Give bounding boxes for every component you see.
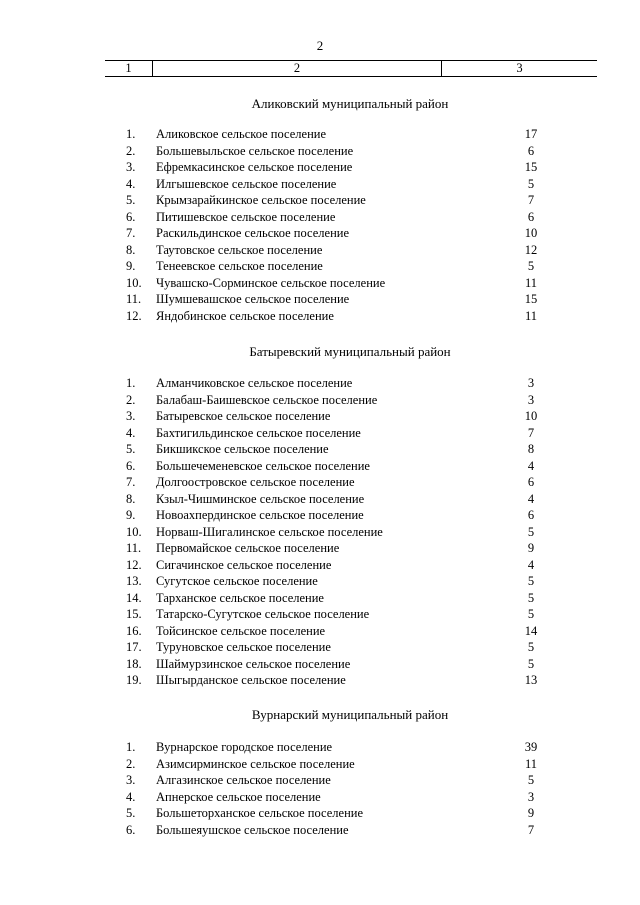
item-number: 4. xyxy=(126,789,136,804)
column-header-1: 1 xyxy=(105,61,153,77)
item-count: 5 xyxy=(527,773,535,787)
item-number: 9. xyxy=(126,259,136,273)
item-count: 17 xyxy=(524,127,538,141)
list-item xyxy=(126,672,546,689)
item-number: 2. xyxy=(126,143,136,158)
item-count: 11 xyxy=(524,308,538,323)
item-name: Батыревское сельское поселение xyxy=(156,409,331,423)
item-count: 4 xyxy=(527,491,535,506)
item-name: Тойсинское сельское поселение xyxy=(156,623,326,638)
list-item xyxy=(126,789,546,806)
item-number: 19. xyxy=(126,673,142,687)
item-name: Тарханское сельское поселение xyxy=(156,590,324,605)
item-name: Яндобинское сельское поселение xyxy=(156,308,334,323)
list-item xyxy=(126,308,546,325)
list-item xyxy=(126,491,546,508)
item-number: 2. xyxy=(126,756,136,771)
list-item xyxy=(126,291,546,308)
item-name: Питишевское сельское поселение xyxy=(156,209,336,224)
item-name: Апнерское сельское поселение xyxy=(156,789,321,804)
item-number: 11. xyxy=(126,541,142,555)
item-number: 13. xyxy=(126,574,142,588)
item-number: 8. xyxy=(126,491,136,506)
item-number: 7. xyxy=(126,475,136,489)
item-number: 15. xyxy=(126,607,142,621)
list-item xyxy=(126,225,546,242)
item-name: Чувашско-Сорминское сельское поселение xyxy=(156,275,386,290)
item-number: 5. xyxy=(126,806,136,820)
item-name: Вурнарское городское поселение xyxy=(156,740,333,754)
list-item xyxy=(126,540,546,557)
item-number: 16. xyxy=(126,623,142,638)
item-number: 1. xyxy=(126,740,136,754)
list-batyrevsky xyxy=(126,375,546,689)
list-vurnarsky xyxy=(126,739,546,838)
item-count: 11 xyxy=(524,756,538,771)
item-count: 4 xyxy=(527,458,535,473)
item-count: 5 xyxy=(527,607,535,621)
item-count: 13 xyxy=(524,673,538,687)
item-count: 15 xyxy=(524,160,538,174)
column-header-row xyxy=(105,61,597,77)
item-number: 8. xyxy=(126,242,136,257)
page-number: 2 xyxy=(316,38,324,53)
item-name: Норваш-Шигалинское сельское поселение xyxy=(156,524,383,539)
list-item xyxy=(126,408,546,425)
list-item xyxy=(126,524,546,541)
item-number: 17. xyxy=(126,640,142,654)
item-count: 14 xyxy=(524,623,538,638)
item-name: Большевыльское сельское поселение xyxy=(156,143,354,158)
list-item xyxy=(126,507,546,524)
item-name: Шыгырданское сельское поселение xyxy=(156,673,346,687)
item-count: 3 xyxy=(527,392,535,407)
item-count: 9 xyxy=(527,541,535,555)
item-count: 4 xyxy=(527,557,535,572)
item-name: Долгоостровское сельское поселение xyxy=(156,475,355,489)
list-item xyxy=(126,756,546,773)
column-header-3: 3 xyxy=(442,61,598,77)
item-number: 3. xyxy=(126,160,136,174)
section-title-batyrevsky: Батыревский муниципальный район xyxy=(249,344,451,359)
item-count: 7 xyxy=(527,193,535,207)
item-number: 6. xyxy=(126,209,136,224)
list-item xyxy=(126,822,546,839)
list-item xyxy=(126,606,546,623)
item-number: 2. xyxy=(126,392,136,407)
item-name: Шаймурзинское сельское поселение xyxy=(156,656,351,671)
item-count: 12 xyxy=(524,242,538,257)
item-name: Крымзарайкинское сельское поселение xyxy=(156,193,366,207)
list-item xyxy=(126,126,546,143)
list-item xyxy=(126,209,546,226)
item-count: 6 xyxy=(527,475,535,489)
list-item xyxy=(126,192,546,209)
item-count: 5 xyxy=(527,176,535,191)
item-name: Большеяушское сельское поселение xyxy=(156,822,349,837)
item-number: 14. xyxy=(126,590,142,605)
item-number: 18. xyxy=(126,656,142,671)
item-number: 6. xyxy=(126,822,136,837)
item-number: 1. xyxy=(126,127,136,141)
item-count: 39 xyxy=(524,740,538,754)
list-item xyxy=(126,623,546,640)
list-item xyxy=(126,159,546,176)
list-item xyxy=(126,458,546,475)
item-name: Сугутское сельское поселение xyxy=(156,574,318,588)
item-name: Балабаш-Баишевское сельское поселение xyxy=(156,392,378,407)
item-count: 6 xyxy=(527,209,535,224)
item-name: Илгышевское сельское поселение xyxy=(156,176,337,191)
item-number: 10. xyxy=(126,275,142,290)
item-name: Кзыл-Чишминское сельское поселение xyxy=(156,491,365,506)
list-item xyxy=(126,656,546,673)
section-title-vurnarsky: Вурнарский муниципальный район xyxy=(251,707,449,722)
item-number: 4. xyxy=(126,425,136,440)
item-count: 10 xyxy=(524,226,538,240)
item-count: 6 xyxy=(527,508,535,522)
item-number: 4. xyxy=(126,176,136,191)
list-item xyxy=(126,275,546,292)
item-count: 3 xyxy=(527,789,535,804)
item-name: Первомайское сельское поселение xyxy=(156,541,340,555)
item-count: 5 xyxy=(527,590,535,605)
item-number: 12. xyxy=(126,308,142,323)
list-item xyxy=(126,258,546,275)
list-item xyxy=(126,441,546,458)
item-name: Бахтигильдинское сельское поселение xyxy=(156,425,361,440)
item-number: 5. xyxy=(126,442,136,456)
item-count: 15 xyxy=(524,292,538,306)
list-item xyxy=(126,557,546,574)
item-count: 3 xyxy=(527,376,535,390)
item-count: 9 xyxy=(527,806,535,820)
item-number: 6. xyxy=(126,458,136,473)
item-name: Ефремкасинское сельское поселение xyxy=(156,160,353,174)
item-name: Туруновское сельское поселение xyxy=(156,640,331,654)
item-number: 5. xyxy=(126,193,136,207)
item-count: 5 xyxy=(527,259,535,273)
item-name: Татарско-Сугутское сельское поселение xyxy=(156,607,370,621)
item-count: 10 xyxy=(524,409,538,423)
item-number: 10. xyxy=(126,524,142,539)
list-item xyxy=(126,573,546,590)
item-name: Сигачинское сельское поселение xyxy=(156,557,332,572)
list-item xyxy=(126,242,546,259)
item-count: 6 xyxy=(527,143,535,158)
list-item xyxy=(126,425,546,442)
list-item xyxy=(126,772,546,789)
list-item xyxy=(126,143,546,160)
item-count: 5 xyxy=(527,574,535,588)
item-number: 9. xyxy=(126,508,136,522)
item-name: Аликовское сельское поселение xyxy=(156,127,326,141)
list-item xyxy=(126,392,546,409)
item-name: Бикшикское сельское поселение xyxy=(156,442,329,456)
item-count: 5 xyxy=(527,524,535,539)
item-name: Азимсирминское сельское поселение xyxy=(156,756,355,771)
item-number: 3. xyxy=(126,409,136,423)
column-header-2: 2 xyxy=(153,61,442,77)
item-name: Алманчиковское сельское поселение xyxy=(156,376,353,390)
item-name: Таутовское сельское поселение xyxy=(156,242,323,257)
item-number: 11. xyxy=(126,292,142,306)
list-alikovsky xyxy=(126,126,546,324)
list-item xyxy=(126,805,546,822)
section-title-alikovsky: Аликовский муниципальный район xyxy=(251,96,449,111)
item-count: 5 xyxy=(527,656,535,671)
item-name: Новоахпердинское сельское поселение xyxy=(156,508,364,522)
item-number: 12. xyxy=(126,557,142,572)
column-header-table xyxy=(105,60,597,77)
list-item xyxy=(126,639,546,656)
item-name: Шумшевашское сельское поселение xyxy=(156,292,350,306)
item-name: Большечеменевское сельское поселение xyxy=(156,458,370,473)
item-name: Тенеевское сельское поселение xyxy=(156,259,323,273)
item-count: 11 xyxy=(524,275,538,290)
list-item xyxy=(126,176,546,193)
list-item xyxy=(126,474,546,491)
item-count: 7 xyxy=(527,822,535,837)
item-count: 8 xyxy=(527,442,535,456)
list-item xyxy=(126,739,546,756)
item-count: 5 xyxy=(527,640,535,654)
item-number: 1. xyxy=(126,376,136,390)
item-number: 3. xyxy=(126,773,136,787)
item-number: 7. xyxy=(126,226,136,240)
list-item xyxy=(126,590,546,607)
list-item xyxy=(126,375,546,392)
item-count: 7 xyxy=(527,425,535,440)
item-name: Алгазинское сельское поселение xyxy=(156,773,331,787)
item-name: Раскильдинское сельское поселение xyxy=(156,226,350,240)
item-name: Большеторханское сельское поселение xyxy=(156,806,364,820)
